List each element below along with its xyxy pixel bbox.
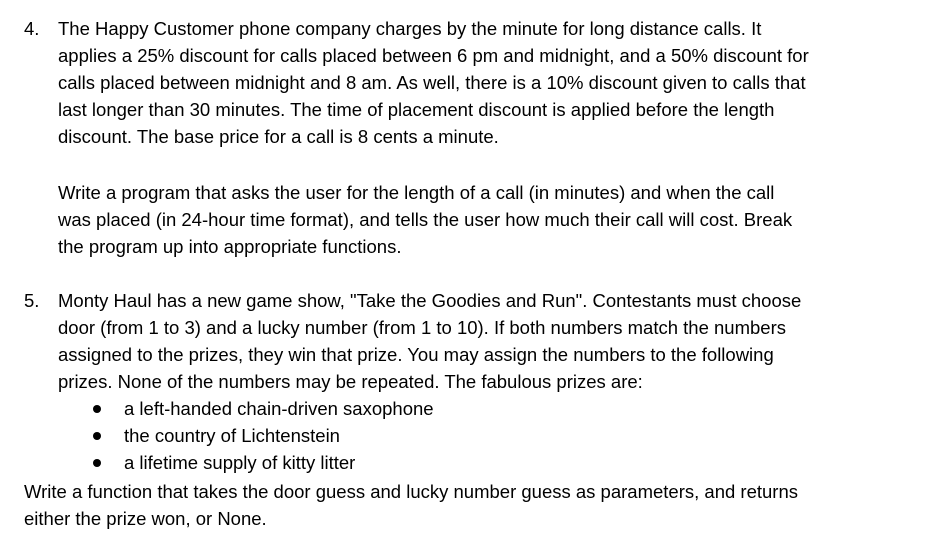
bullet-icon	[93, 459, 101, 467]
text-line: Write a program that asks the user for the length of a call (in minutes) and when the call	[58, 182, 775, 203]
question-4-paragraph-2	[58, 179, 920, 260]
list-item	[58, 422, 434, 449]
text-line: assigned to the prizes, they win that prize. You may assign the numbers to the following	[58, 344, 774, 365]
list-item	[58, 395, 434, 422]
question-4-paragraph-1	[58, 15, 920, 150]
question-number: 5.	[24, 290, 40, 311]
text-line: calls placed between midnight and 8 am. As well, there is a 10% discount given to calls that	[58, 72, 806, 93]
prize-label: a left-handed chain-driven saxophone	[124, 398, 434, 419]
question-number: 4.	[24, 18, 40, 39]
question-5-paragraph-1	[58, 287, 920, 395]
question-5-closing-paragraph	[24, 478, 924, 532]
list-item	[58, 449, 434, 476]
text-line: Write a function that takes the door guess and lucky number guess as parameters, and returns	[24, 481, 798, 502]
text-line: door (from 1 to 3) and a lucky number (from 1 to 10). If both numbers match the numbers	[58, 317, 786, 338]
prize-label: a lifetime supply of kitty litter	[124, 452, 356, 473]
bullet-icon	[93, 432, 101, 440]
text-line: applies a 25% discount for calls placed between 6 pm and midnight, and a 50% discount for	[58, 45, 809, 66]
bullet-icon	[93, 405, 101, 413]
text-line: the program up into appropriate functions.	[58, 236, 402, 257]
text-line: The Happy Customer phone company charges by the minute for long distance calls. It	[58, 18, 762, 39]
text-line: Monty Haul has a new game show, "Take the Goodies and Run". Contestants must choose	[58, 290, 802, 311]
text-line: last longer than 30 minutes. The time of placement discount is applied before the length	[58, 99, 775, 120]
text-line: either the prize won, or None.	[24, 508, 267, 529]
text-line: was placed (in 24-hour time format), and tells the user how much their call will cost. Break	[58, 209, 793, 230]
prize-list	[58, 395, 434, 476]
prize-label: the country of Lichtenstein	[124, 425, 340, 446]
text-line: discount. The base price for a call is 8 cents a minute.	[58, 126, 499, 147]
text-line: prizes. None of the numbers may be repeated. The fabulous prizes are:	[58, 371, 643, 392]
